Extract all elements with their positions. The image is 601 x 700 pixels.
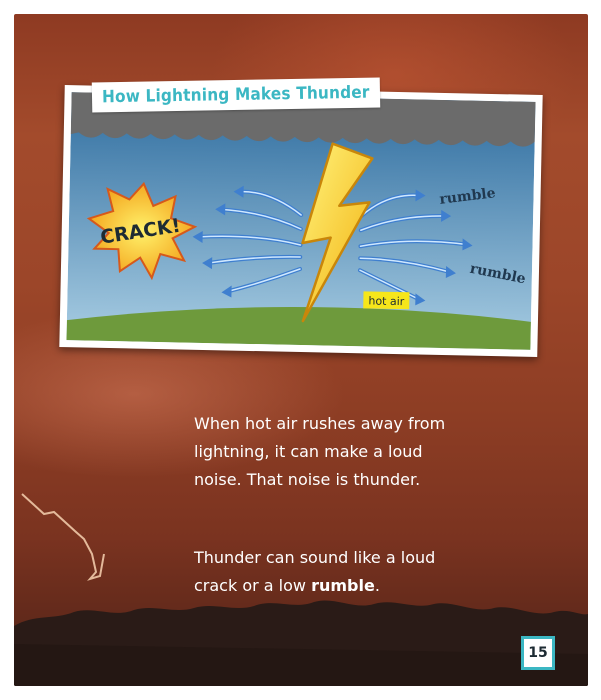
rumble-label-bottom: rumble [468,260,527,288]
paragraph-2-end: . [374,576,380,595]
paragraph-2 [194,544,464,600]
hot-air-label: hot air [368,294,405,309]
rumble-label-top: rumble [438,185,497,208]
book-page [14,14,588,686]
page-number: 15 [521,636,555,670]
thunder-diagram [66,92,535,350]
paragraph-2-text: Thunder can sound like a loud crack or a low [194,548,436,595]
diagram-card [59,82,542,357]
lightning-streak-icon [22,494,104,579]
rumble-bold-word: rumble [311,576,375,595]
crack-label: CRACK! [98,214,182,249]
diagram-title: How Lightning Makes Thunder [101,82,370,108]
diagram-title-tab [92,77,380,112]
paragraph-1: When hot air rushes away from lightning, it can make a loud noise. That noise is thunder. [194,414,446,489]
